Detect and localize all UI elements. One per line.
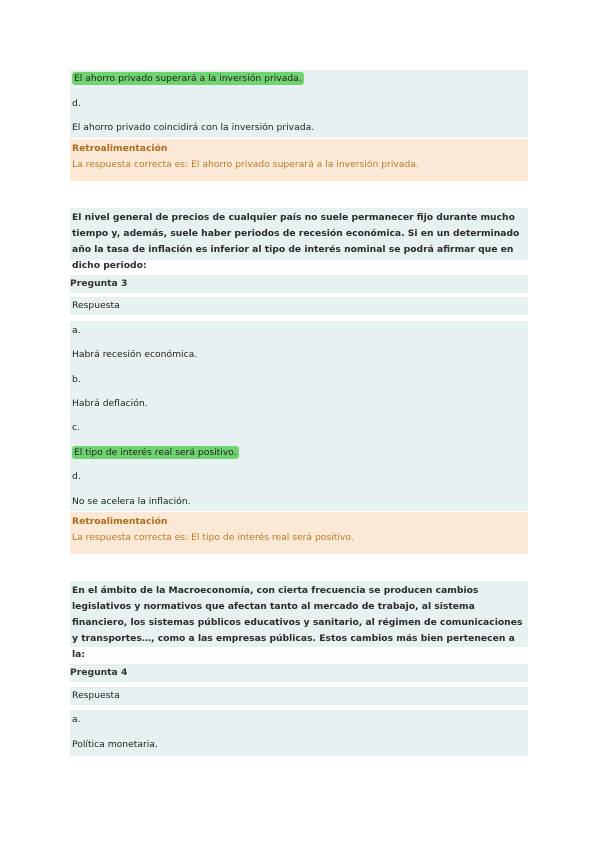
- answer-label: Respuesta: [72, 690, 120, 701]
- option-b-letter: b.: [72, 374, 81, 385]
- q3-header: [70, 275, 528, 293]
- q4-prompt: [70, 581, 528, 660]
- feedback-text: La respuesta correcta es: El ahorro privado superará a la inversión privada.: [72, 159, 419, 170]
- q3-options-block: [70, 321, 528, 511]
- q2-feedback: [70, 139, 528, 181]
- q3-answer-label: [70, 297, 528, 315]
- question-number: Pregunta 3: [70, 278, 128, 289]
- q4-header: [70, 664, 528, 682]
- option-a-letter: a.: [72, 714, 81, 725]
- correct-answer-highlight: El ahorro privado superará a la inversión privada.: [74, 73, 302, 84]
- q2-option-c: [70, 73, 304, 85]
- feedback-text: La respuesta correcta es: El tipo de interés real será positivo.: [72, 532, 354, 543]
- correct-answer-highlight: El tipo de interés real será positivo.: [74, 447, 237, 458]
- feedback-title: Retroalimentación: [72, 516, 168, 527]
- question-number: Pregunta 4: [70, 667, 128, 678]
- answer-label: Respuesta: [72, 300, 120, 311]
- feedback-title: Retroalimentación: [72, 143, 168, 154]
- option-d-letter: d.: [72, 471, 81, 482]
- question-text: El nivel general de precios de cualquier país no suele permanecer fijo durante mucho tiempo y, además, suele haber periodos de recesión económica. Si en un determinado año la tasa de inflación es inferior al tipo de interés nominal se podrá afirmar que en dicho periodo:: [72, 212, 520, 271]
- q2-options-block: [70, 70, 528, 138]
- q4-options-block: [70, 710, 528, 756]
- option-c-text: [70, 447, 239, 459]
- option-a-text: Habrá recesión económica.: [72, 349, 198, 360]
- option-d-text: No se acelera la inflación.: [72, 496, 191, 507]
- option-c-letter: c.: [72, 422, 80, 433]
- q4-answer-label: [70, 687, 528, 705]
- q3-feedback: [70, 512, 528, 554]
- q2-option-d-text: El ahorro privado coincidirá con la inversión privada.: [72, 122, 315, 133]
- q3-prompt: [70, 208, 528, 271]
- option-a-text: Política monetaria.: [72, 739, 158, 750]
- question-text: En el ámbito de la Macroeconomía, con cierta frecuencia se producen cambios legislativos y normativos que afectan tanto al mercado de trabajo, al sistema financiero, los sistemas públicos educativos y sanitario, al régimen de comunicaciones y transportes…, como a las empresas públicas. Estos cambios más bien pertenecen a la:: [72, 585, 523, 660]
- option-b-text: Habrá deflación.: [72, 398, 148, 409]
- q2-option-d-letter: d.: [72, 98, 81, 109]
- option-a-letter: a.: [72, 325, 81, 336]
